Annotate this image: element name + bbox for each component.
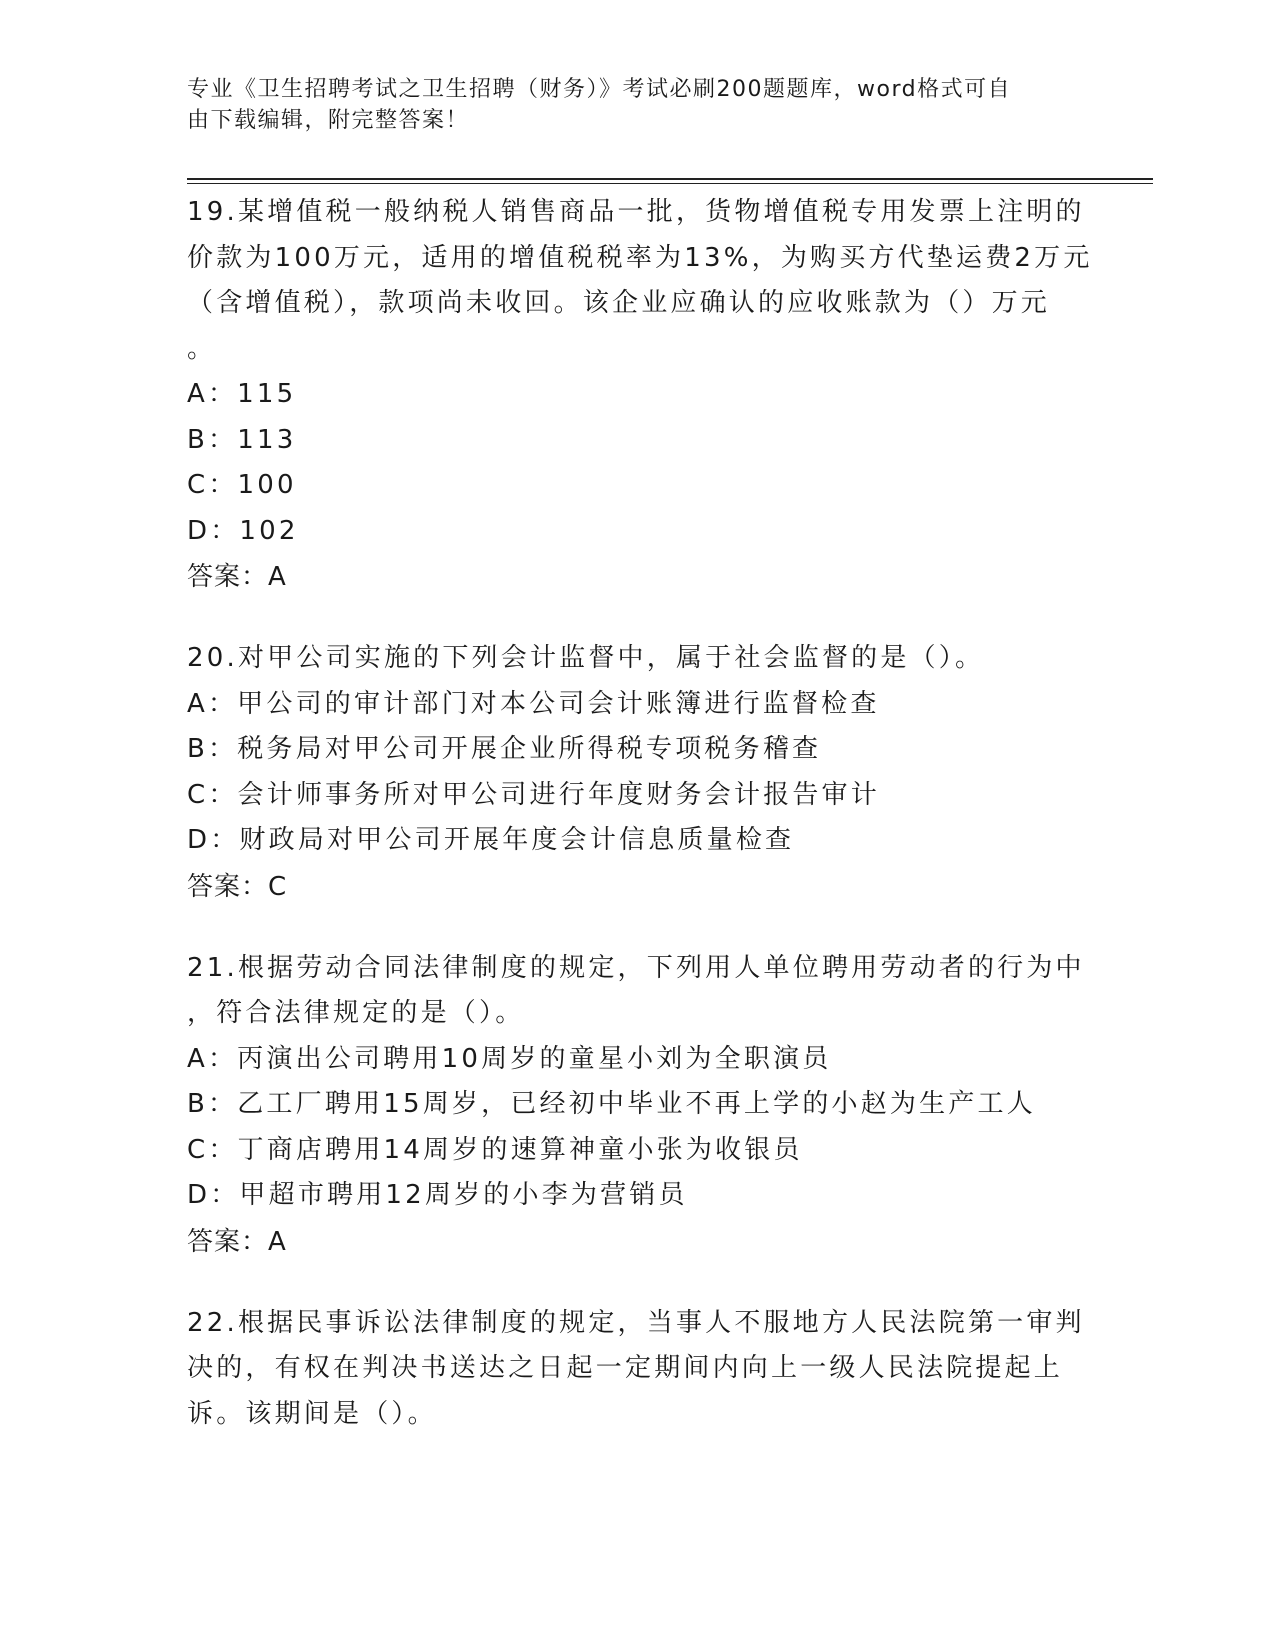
question-stem-line: 。 bbox=[187, 333, 217, 364]
question-stem-line: 19.某增值税一般纳税人销售商品一批，货物增值税专用发票上注明的 bbox=[187, 197, 1085, 227]
header-divider-thin bbox=[187, 183, 1153, 184]
document-header bbox=[187, 74, 1067, 136]
option-c: C：会计师事务所对甲公司进行年度财务会计报告审计 bbox=[187, 779, 880, 810]
answer-label: 答案：A bbox=[187, 562, 287, 592]
option-b: B：乙工厂聘用15周岁，已经初中毕业不再上学的小赵为生产工人 bbox=[187, 1089, 1036, 1119]
header-divider-thick bbox=[187, 178, 1153, 180]
option-d: D：甲超市聘用12周岁的小李为营销员 bbox=[187, 1180, 688, 1210]
option-c: C：100 bbox=[187, 470, 297, 500]
question-19 bbox=[187, 190, 1093, 600]
header-line-1: 专业《卫生招聘考试之卫生招聘（财务）》考试必刷200题题库，word格式可自 bbox=[187, 77, 1012, 102]
question-21 bbox=[187, 946, 1087, 1265]
option-a: A：丙演出公司聘用10周岁的童星小刘为全职演员 bbox=[187, 1043, 832, 1074]
option-c: C：丁商店聘用14周岁的速算神童小张为收银员 bbox=[187, 1134, 803, 1165]
answer-label: 答案：C bbox=[187, 871, 288, 902]
answer-label: 答案：A bbox=[187, 1226, 287, 1257]
question-stem-line: 决的，有权在判决书送达之日起一定期间内向上一级人民法院提起上 bbox=[187, 1353, 1064, 1383]
question-stem-line: 21.根据劳动合同法律制度的规定，下列用人单位聘用劳动者的行为中 bbox=[187, 952, 1085, 983]
option-d: D：财政局对甲公司开展年度会计信息质量检查 bbox=[187, 825, 795, 855]
option-d: D：102 bbox=[187, 515, 299, 546]
question-20 bbox=[187, 636, 1087, 910]
question-stem-line: 诉。该期间是（）。 bbox=[187, 1398, 437, 1429]
option-a: A：115 bbox=[187, 379, 297, 409]
question-stem-line: 20.对甲公司实施的下列会计监督中，属于社会监督的是（）。 bbox=[187, 643, 985, 673]
question-stem-line: 22.根据民事诉讼法律制度的规定，当事人不服地方人民法院第一审判 bbox=[187, 1307, 1085, 1338]
question-22 bbox=[187, 1301, 1087, 1438]
option-a: A：甲公司的审计部门对本公司会计账簿进行监督检查 bbox=[187, 688, 880, 719]
question-stem-line: ，符合法律规定的是（）。 bbox=[187, 998, 525, 1028]
option-b: B：113 bbox=[187, 424, 297, 455]
header-line-2: 由下载编辑，附完整答案！ bbox=[187, 108, 470, 133]
question-list bbox=[187, 190, 1093, 1473]
question-stem-line: 价款为100万元，适用的增值税税率为13%，为购买方代垫运费2万元 bbox=[187, 242, 1093, 273]
question-stem-line: （含增值税），款项尚未收回。该企业应确认的应收账款为（）万元 bbox=[187, 288, 1051, 318]
option-b: B：税务局对甲公司开展企业所得税专项税务稽查 bbox=[187, 734, 822, 764]
